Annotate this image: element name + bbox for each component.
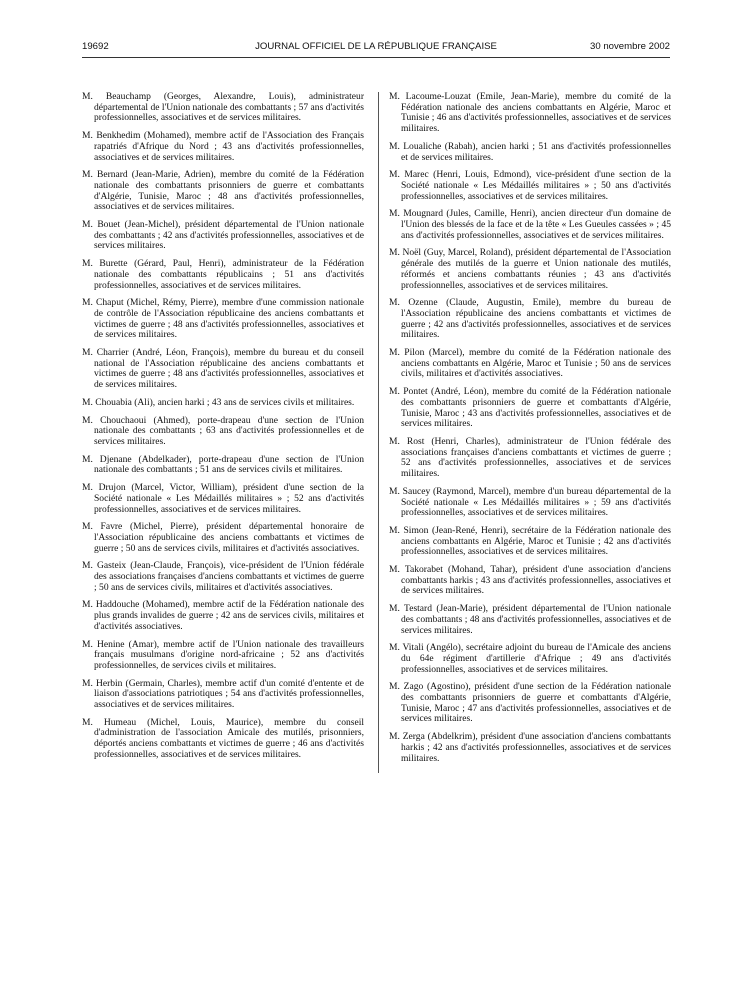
entry: M. Bernard (Jean-Marie, Adrien), membre du comité de la Fédération nationale des combattants prisonniers de guerre et combattants d'Algérie, Tunisie, Maroc ; 48 ans d'activités professionnelles, associatives et de services militaires.: [82, 169, 364, 213]
entry: M. Pilon (Marcel), membre du comité de la Fédération nationale des anciens combattants en Algérie, Maroc et Tunisie ; 50 ans de services civils, militaires et d'activités associatives.: [389, 347, 671, 380]
entry: M. Favre (Michel, Pierre), président départemental honoraire de l'Association républicaine des anciens combattants et victimes de guerre ; 50 ans de services civils, militaires et d'activités associatives.: [82, 521, 364, 554]
entry: M. Ozenne (Claude, Augustin, Emile), membre du bureau de l'Association républicaine des anciens combattants et victimes de guerre ; 42 ans d'activités professionnelles, associatives et de services militaires.: [389, 297, 671, 341]
entry: M. Pontet (André, Léon), membre du comité de la Fédération nationale des combattants prisonniers de guerre et combattants d'Algérie, Tunisie, Maroc ; 43 ans d'activités professionnelles, associatives et de services militaires.: [389, 386, 671, 430]
entry: M. Bouet (Jean-Michel), président départemental de l'Union nationale des combattants ; 42 ans d'activités professionnelles, associatives et de services militaires.: [82, 219, 364, 252]
entry: M. Loualiche (Rabah), ancien harki ; 51 ans d'activités professionnelles et de services militaires.: [389, 140, 671, 163]
entry: M. Chouchaoui (Ahmed), porte-drapeau d'une section de l'Union nationale des combattants ; 63 ans d'activités professionnelles et de services militaires.: [82, 414, 364, 447]
entry: M. Lacoume-Louzat (Emile, Jean-Marie), membre du comité de la Fédération nationale des anciens combattants en Algérie, Maroc et Tunisie ; 46 ans d'activités professionnelles, associatives et de services militaires.: [389, 91, 671, 135]
entry: M. Beauchamp (Georges, Alexandre, Louis), administrateur départemental de l'Union nationale des combattants ; 57 ans d'activités professionnelles, associatives et de services militaires.: [82, 91, 364, 124]
entry: M. Marec (Henri, Louis, Edmond), vice-président d'une section de la Société nationale « Les Médaillés militaires » ; 50 ans d'activités professionnelles, associatives et de services militaires.: [389, 169, 671, 202]
entry: M. Chaput (Michel, Rémy, Pierre), membre d'une commission nationale de contrôle de l'Association républicaine des anciens combattants et victimes de guerre ; 48 ans d'activités professionnelles, associatives et de services militaires.: [82, 297, 364, 341]
entry: M. Haddouche (Mohamed), membre actif de la Fédération nationale des plus grands invalides de guerre ; 42 ans de services civils, militaires et d'activités associatives.: [82, 599, 364, 632]
journal-title: JOURNAL OFFICIEL DE LA RÉPUBLIQUE FRANÇAISE: [255, 41, 497, 52]
page-number: 19692: [82, 41, 109, 52]
entry: M. Chouabia (Ali), ancien harki ; 43 ans de services civils et militaires.: [82, 396, 355, 408]
entry: M. Zerga (Abdelkrim), président d'une association d'anciens combattants harkis ; 42 ans d'activités professionnelles, associatives et de services militaires.: [389, 731, 671, 764]
entry: M. Gasteix (Jean-Claude, François), vice-président de l'Union fédérale des associations françaises d'anciens combattants et victimes de guerre ; 50 ans de services civils, militaires et d'activités associatives.: [82, 560, 364, 593]
page-header: [82, 41, 670, 55]
entry: M. Takorabet (Mohand, Tahar), président d'une association d'anciens combattants harkis ; 43 ans d'activités professionnelles, associatives et de services militaires.: [389, 564, 671, 597]
right-column: [389, 92, 671, 771]
entry: M. Drujon (Marcel, Victor, William), président d'une section de la Société nationale « Les Médaillés militaires » ; 52 ans d'activités professionnelles, associatives et de services militaires.: [82, 482, 364, 515]
entry: M. Mougnard (Jules, Camille, Henri), ancien directeur d'un domaine de l'Union des blessés de la face et de la tête « Les Gueules cassées » ; 45 ans d'activités professionnelles, associatives et de services militaires.: [389, 208, 671, 241]
entry: M. Noël (Guy, Marcel, Roland), président départemental de l'Association générale des mutilés de la guerre et Union nationale des mutilés, réformés et anciens combattants réunies ; 43 ans d'activités professionnelles, associatives et de services militaires.: [389, 247, 671, 291]
entry: M. Benkhedim (Mohamed), membre actif de l'Association des Français rapatriés d'Afrique du Nord ; 43 ans d'activités professionnelles, associatives et de services militaires.: [82, 130, 364, 163]
entry: M. Djenane (Abdelkader), porte-drapeau d'une section de l'Union nationale des combattants ; 51 ans de services civils et militaires.: [82, 453, 364, 476]
entry: M. Burette (Gérard, Paul, Henri), administrateur de la Fédération nationale des combattants républicains ; 51 ans d'activités professionnelles, associatives et de services militaires.: [82, 258, 364, 291]
entry: M. Humeau (Michel, Louis, Maurice), membre du conseil d'administration de l'association Amicale des mutilés, prisonniers, déportés anciens combattants et victimes de guerre ; 46 ans d'activités professionnelles, associatives et de services militaires.: [82, 716, 364, 760]
entry: M. Vitali (Angélo), secrétaire adjoint du bureau de l'Amicale des anciens du 64e régiment d'artillerie d'Afrique ; 49 ans d'activités professionnelles, associatives et de services militaires.: [389, 642, 671, 675]
entry: M. Testard (Jean-Marie), président départemental de l'Union nationale des combattants ; 48 ans d'activités professionnelles, associatives et de services militaires.: [389, 603, 671, 636]
entry: M. Simon (Jean-René, Henri), secrétaire de la Fédération nationale des anciens combattants en Algérie, Maroc et Tunisie ; 42 ans d'activités professionnelles, associatives et de services militaires.: [389, 524, 671, 558]
entry: M. Zago (Agostino), président d'une section de la Fédération nationale des combattants prisonniers de guerre et combattants d'Algérie, Tunisie, Maroc ; 47 ans d'activités professionnelles, associatives et de services militaires.: [389, 681, 671, 725]
issue-date: 30 novembre 2002: [589, 41, 670, 52]
entry: M. Charrier (André, Léon, François), membre du bureau et du conseil national de l'Association républicaine des anciens combattants et victimes de guerre ; 48 ans d'activités professionnelles, associatives et de services militaires.: [82, 347, 364, 391]
entry: M. Herbin (Germain, Charles), membre actif d'un comité d'entente et de liaison d'associations patriotiques ; 54 ans d'activités professionnelles, associatives et de services militaires.: [82, 677, 364, 711]
left-column: [82, 92, 364, 768]
entry: M. Saucey (Raymond, Marcel), membre d'un bureau départemental de la Société nationale « Les Médaillés militaires » ; 59 ans d'activités professionnelles, associatives et de services militaires.: [389, 485, 671, 519]
entry: M. Henine (Amar), membre actif de l'Union nationale des travailleurs français musulmans d'origine nord-africaine ; 52 ans d'activités professionnelles, de services civils et militaires.: [82, 638, 364, 671]
header-rule: [82, 57, 670, 58]
entry: M. Rost (Henri, Charles), administrateur de l'Union fédérale des associations françaises d'anciens combattants et victimes de guerre ; 52 ans d'activités professionnelles, associatives et de services militaires.: [389, 435, 671, 480]
column-divider: [378, 92, 379, 773]
